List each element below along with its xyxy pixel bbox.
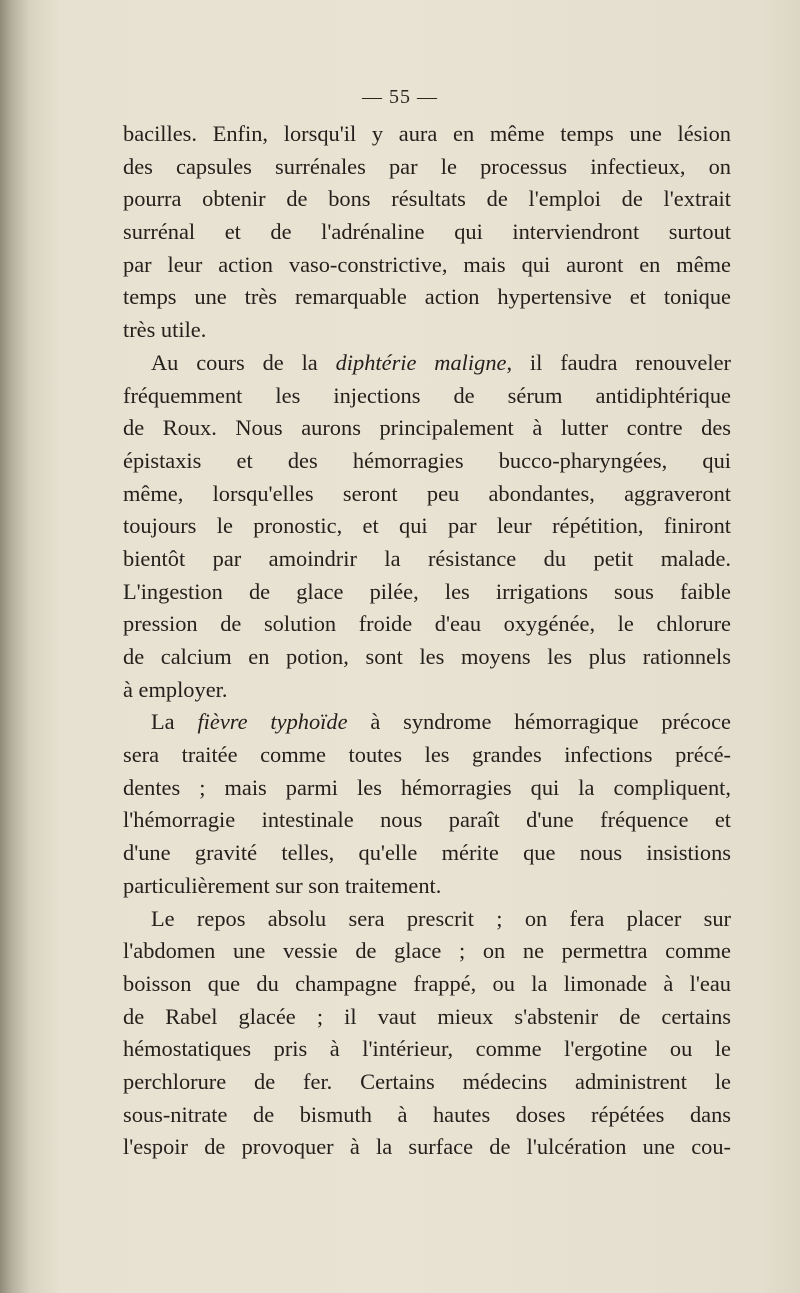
page-number: — 55 — bbox=[362, 86, 438, 108]
body-text bbox=[123, 118, 731, 1164]
text-line: pression de solution froide d'eau oxygénée, le chlorure bbox=[123, 611, 731, 637]
text-segment: La bbox=[151, 709, 198, 735]
text-line: Le repos absolu sera prescrit ; on fera placer sur bbox=[151, 905, 731, 931]
text-line: surrénal et de l'adrénaline qui interviendront surtout bbox=[123, 219, 731, 245]
text-segment: , il faudra renouveler bbox=[506, 349, 731, 375]
text-line: des capsules surrénales par le processus infectieux, on bbox=[123, 153, 731, 179]
text-line: pourra obtenir de bons résultats de l'emploi de l'extrait bbox=[123, 186, 731, 212]
text-line: même, lorsqu'elles seront peu abondantes, aggraveront bbox=[123, 480, 731, 506]
text-line: très utile. bbox=[123, 317, 207, 343]
text-line: l'abdomen une vessie de glace ; on ne permettra comme bbox=[123, 938, 731, 964]
text-line: particulièrement sur son traitement. bbox=[123, 872, 442, 898]
text-line: temps une très remarquable action hypertensive et tonique bbox=[123, 284, 731, 310]
text-line: sous-nitrate de bismuth à hautes doses répétées dans bbox=[123, 1101, 731, 1127]
text-line: l'hémorragie intestinale nous paraît d'une fréquence et bbox=[123, 807, 731, 833]
text-line: par leur action vaso-constrictive, mais qui auront en même bbox=[123, 251, 731, 277]
text-line: de Rabel glacée ; il vaut mieux s'abstenir de certains bbox=[123, 1003, 731, 1029]
text-line: épistaxis et des hémorragies bucco-pharyngées, qui bbox=[123, 447, 731, 473]
text-line: l'espoir de provoquer à la surface de l'ulcération une cou- bbox=[123, 1134, 731, 1160]
text-line: toujours le pronostic, et qui par leur répétition, finiront bbox=[123, 513, 731, 539]
text-line: perchlorure de fer. Certains médecins administrent le bbox=[123, 1068, 731, 1094]
text-line bbox=[123, 706, 731, 739]
text-line: dentes ; mais parmi les hémorragies qui la compliquent, bbox=[123, 774, 731, 800]
text-line: bacilles. Enfin, lorsqu'il y aura en même temps une lésion bbox=[123, 121, 731, 146]
text-line: fréquemment les injections de sérum antidiphtérique bbox=[123, 382, 731, 408]
text-line: de calcium en potion, sont les moyens les plus rationnels bbox=[123, 644, 731, 669]
italic-term: diphtérie maligne bbox=[335, 349, 507, 375]
text-segment: Au cours de la bbox=[151, 349, 336, 375]
italic-term: fièvre typhoïde bbox=[197, 709, 348, 735]
text-line: à employer. bbox=[123, 676, 228, 702]
text-line bbox=[123, 347, 731, 380]
text-line: L'ingestion de glace pilée, les irrigations sous faible bbox=[123, 578, 731, 604]
text-line: boisson que du champagne frappé, ou la limonade à l'eau bbox=[123, 970, 731, 996]
text-line: bientôt par amoindrir la résistance du petit malade. bbox=[123, 545, 731, 571]
text-line: sera traitée comme toutes les grandes infections précé- bbox=[123, 742, 731, 768]
text-line: hémostatiques pris à l'intérieur, comme l'ergotine ou le bbox=[123, 1036, 731, 1062]
text-segment: à syndrome hémorragique précoce bbox=[347, 709, 731, 735]
text-line: de Roux. Nous aurons principalement à lutter contre des bbox=[123, 415, 731, 441]
text-line: d'une gravité telles, qu'elle mérite que nous insistions bbox=[123, 840, 731, 866]
